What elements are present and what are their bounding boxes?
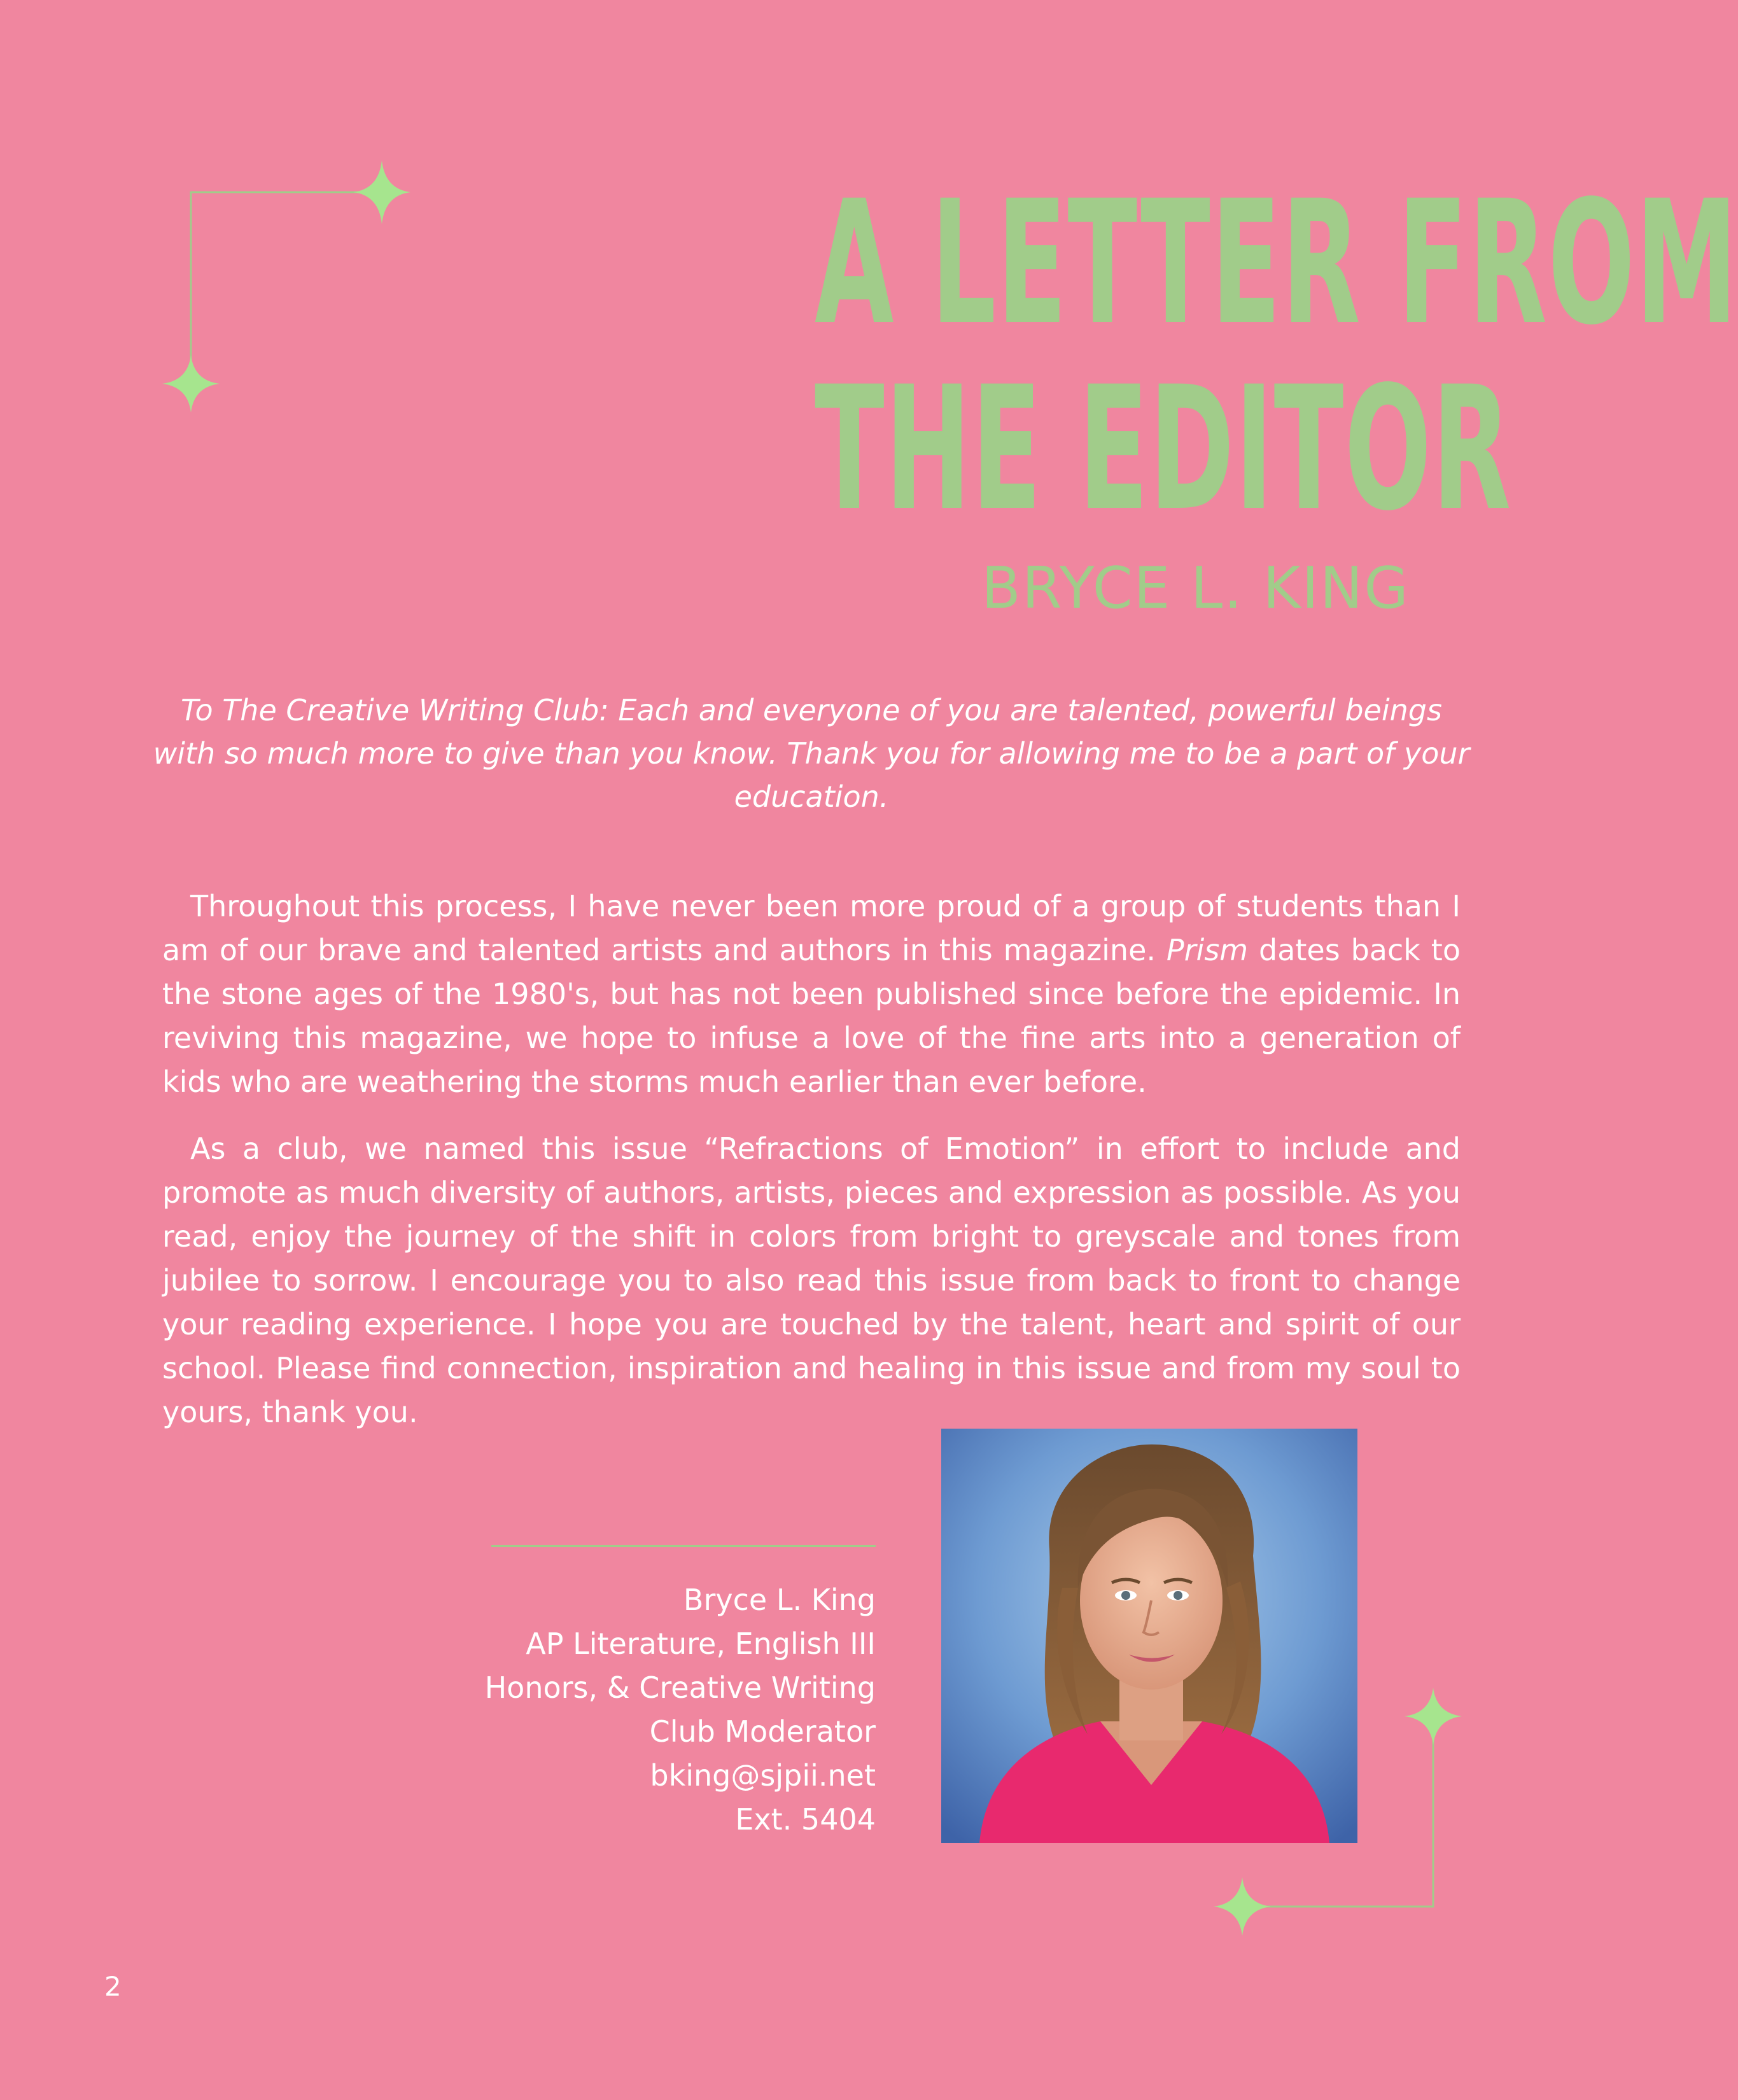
- paragraph-1-end: dates back to the stone ages of the 1980's, but has not been published since before the epidemic. In reviving this magazine, we hope to infuse a love of the fine arts into a generation of kids who are weathering the storms much earlier than ever before.: [162, 933, 1461, 1099]
- signature-divider: [491, 1545, 876, 1547]
- sparkle-icon: [353, 160, 410, 224]
- sparkle-icon: [1405, 1688, 1462, 1745]
- sparkle-icon: [162, 355, 220, 412]
- author-byline: BRYCE L. KING: [981, 555, 1410, 622]
- signature-role-3: Club Moderator: [649, 1714, 876, 1749]
- editor-portrait: [941, 1429, 1357, 1843]
- top-left-bracket-line: [191, 192, 382, 384]
- sparkle-icon: [1214, 1877, 1271, 1936]
- signature-role-1: AP Literature, English III: [526, 1627, 876, 1661]
- dedication-text: To The Creative Writing Club: Each and everyone of you are talented, powerful beings with so much more to give than you know. Thank you for allowing me to be a part of your education.: [153, 693, 1470, 814]
- magazine-name: Prism: [1166, 933, 1249, 967]
- signature-email[interactable]: bking@sjpii.net: [650, 1758, 876, 1793]
- letter-body: [162, 885, 1461, 1457]
- paragraph-2: As a club, we named this issue “Refractions of Emotion” in effort to include and promote as much diversity of authors, artists, pieces and expression as possible. As you read, enjoy the journey of the shift in colors from bright to greyscale and tones from jubilee to sorrow. I encourage you to also read this issue from back to front to change your reading experience. I hope you are touched by the talent, heart and spirit of our school. Please find connection, inspiration and healing in this issue and from my soul to yours, thank you.: [162, 1131, 1461, 1429]
- signature-block: [445, 1578, 876, 1842]
- title-line-2: THE EDITOR: [815, 350, 1512, 549]
- page-number: 2: [104, 1971, 122, 2002]
- paragraph-1: [162, 885, 1461, 1104]
- page-title: [815, 164, 1738, 549]
- portrait-illustration: [941, 1429, 1357, 1843]
- signature-name: Bryce L. King: [683, 1583, 876, 1617]
- title-line-1: A LETTER FROM: [815, 164, 1738, 363]
- signature-extension: Ext. 5404: [735, 1802, 876, 1837]
- signature-role-2: Honors, & Creative Writing: [484, 1670, 876, 1705]
- paragraph-1-start: Throughout this process, I have never been more proud of a group of students than I am of our brave and talented artists and authors in this magazine.: [162, 889, 1461, 967]
